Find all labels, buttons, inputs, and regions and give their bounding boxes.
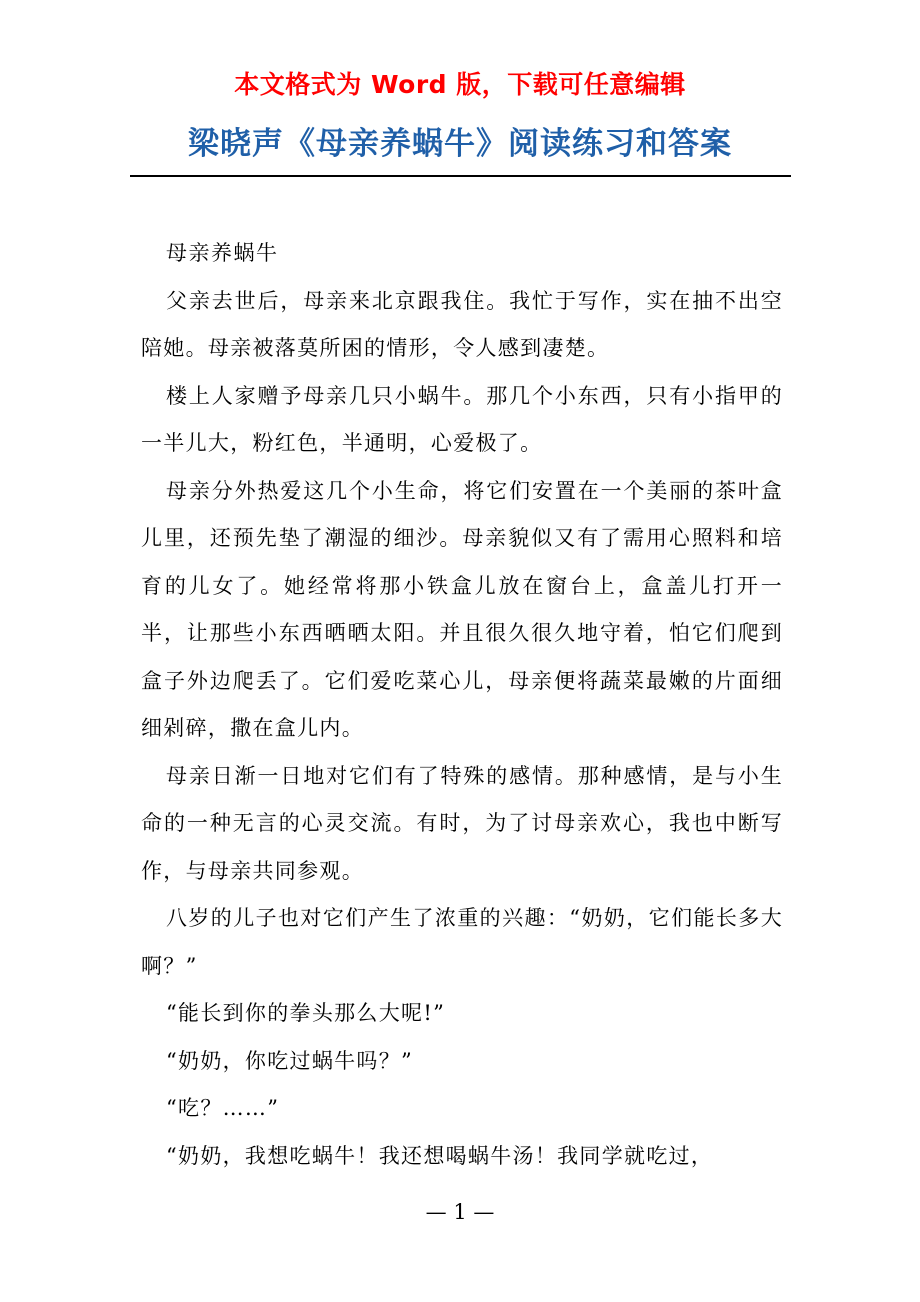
article-body (141, 230, 783, 1180)
article-paragraph: 母亲日渐一日地对它们有了特殊的感情。那种感情，是与小生命的一种无言的心灵交流。有时，为了讨母亲欢心，我也中断写作，与母亲共同参观。 (141, 763, 783, 883)
article-paragraph: 父亲去世后，母亲来北京跟我住。我忙于写作，实在抽不出空陪她。母亲被落莫所困的情形，令人感到凄楚。 (141, 288, 783, 360)
page-number: — 1 — (425, 1200, 495, 1224)
document-title: 梁晓声《母亲养蜗牛》阅读练习和答案 (188, 126, 732, 162)
article-paragraph: 楼上人家赠予母亲几只小蜗牛。那几个小东西，只有小指甲的一半儿大，粉红色，半通明，心爱极了。 (141, 383, 783, 455)
dialogue-line: “吃？……” (166, 1096, 280, 1120)
title-divider (130, 175, 791, 177)
article-paragraph: 八岁的儿子也对它们产生了浓重的兴趣：“奶奶，它们能长多大啊？” (141, 906, 783, 978)
dialogue-line: “能长到你的拳头那么大呢!” (166, 1001, 446, 1025)
dialogue-line: “奶奶，我想吃蜗牛！我还想喝蜗牛汤！我同学就吃过， (166, 1143, 714, 1168)
dialogue-line: “奶奶，你吃过蜗牛吗？” (166, 1048, 414, 1073)
article-paragraph: 母亲分外热爱这几个小生命，将它们安置在一个美丽的茶叶盒儿里，还预先垫了潮湿的细沙。母亲貌似又有了需用心照料和培育的儿女了。她经常将那小铁盒儿放在窗台上，盒盖儿打开一半，让那些小东西晒晒太阳。并且很久很久地守着，怕它们爬到盒子外边爬丢了。它们爱吃菜心儿，母亲便将蔬菜最嫩的片面细细剁碎，撒在盒儿内。 (141, 478, 783, 740)
article-heading: 母亲养蜗牛 (166, 241, 279, 265)
format-notice: 本文格式为 Word 版，下载可任意编辑 (234, 70, 686, 99)
